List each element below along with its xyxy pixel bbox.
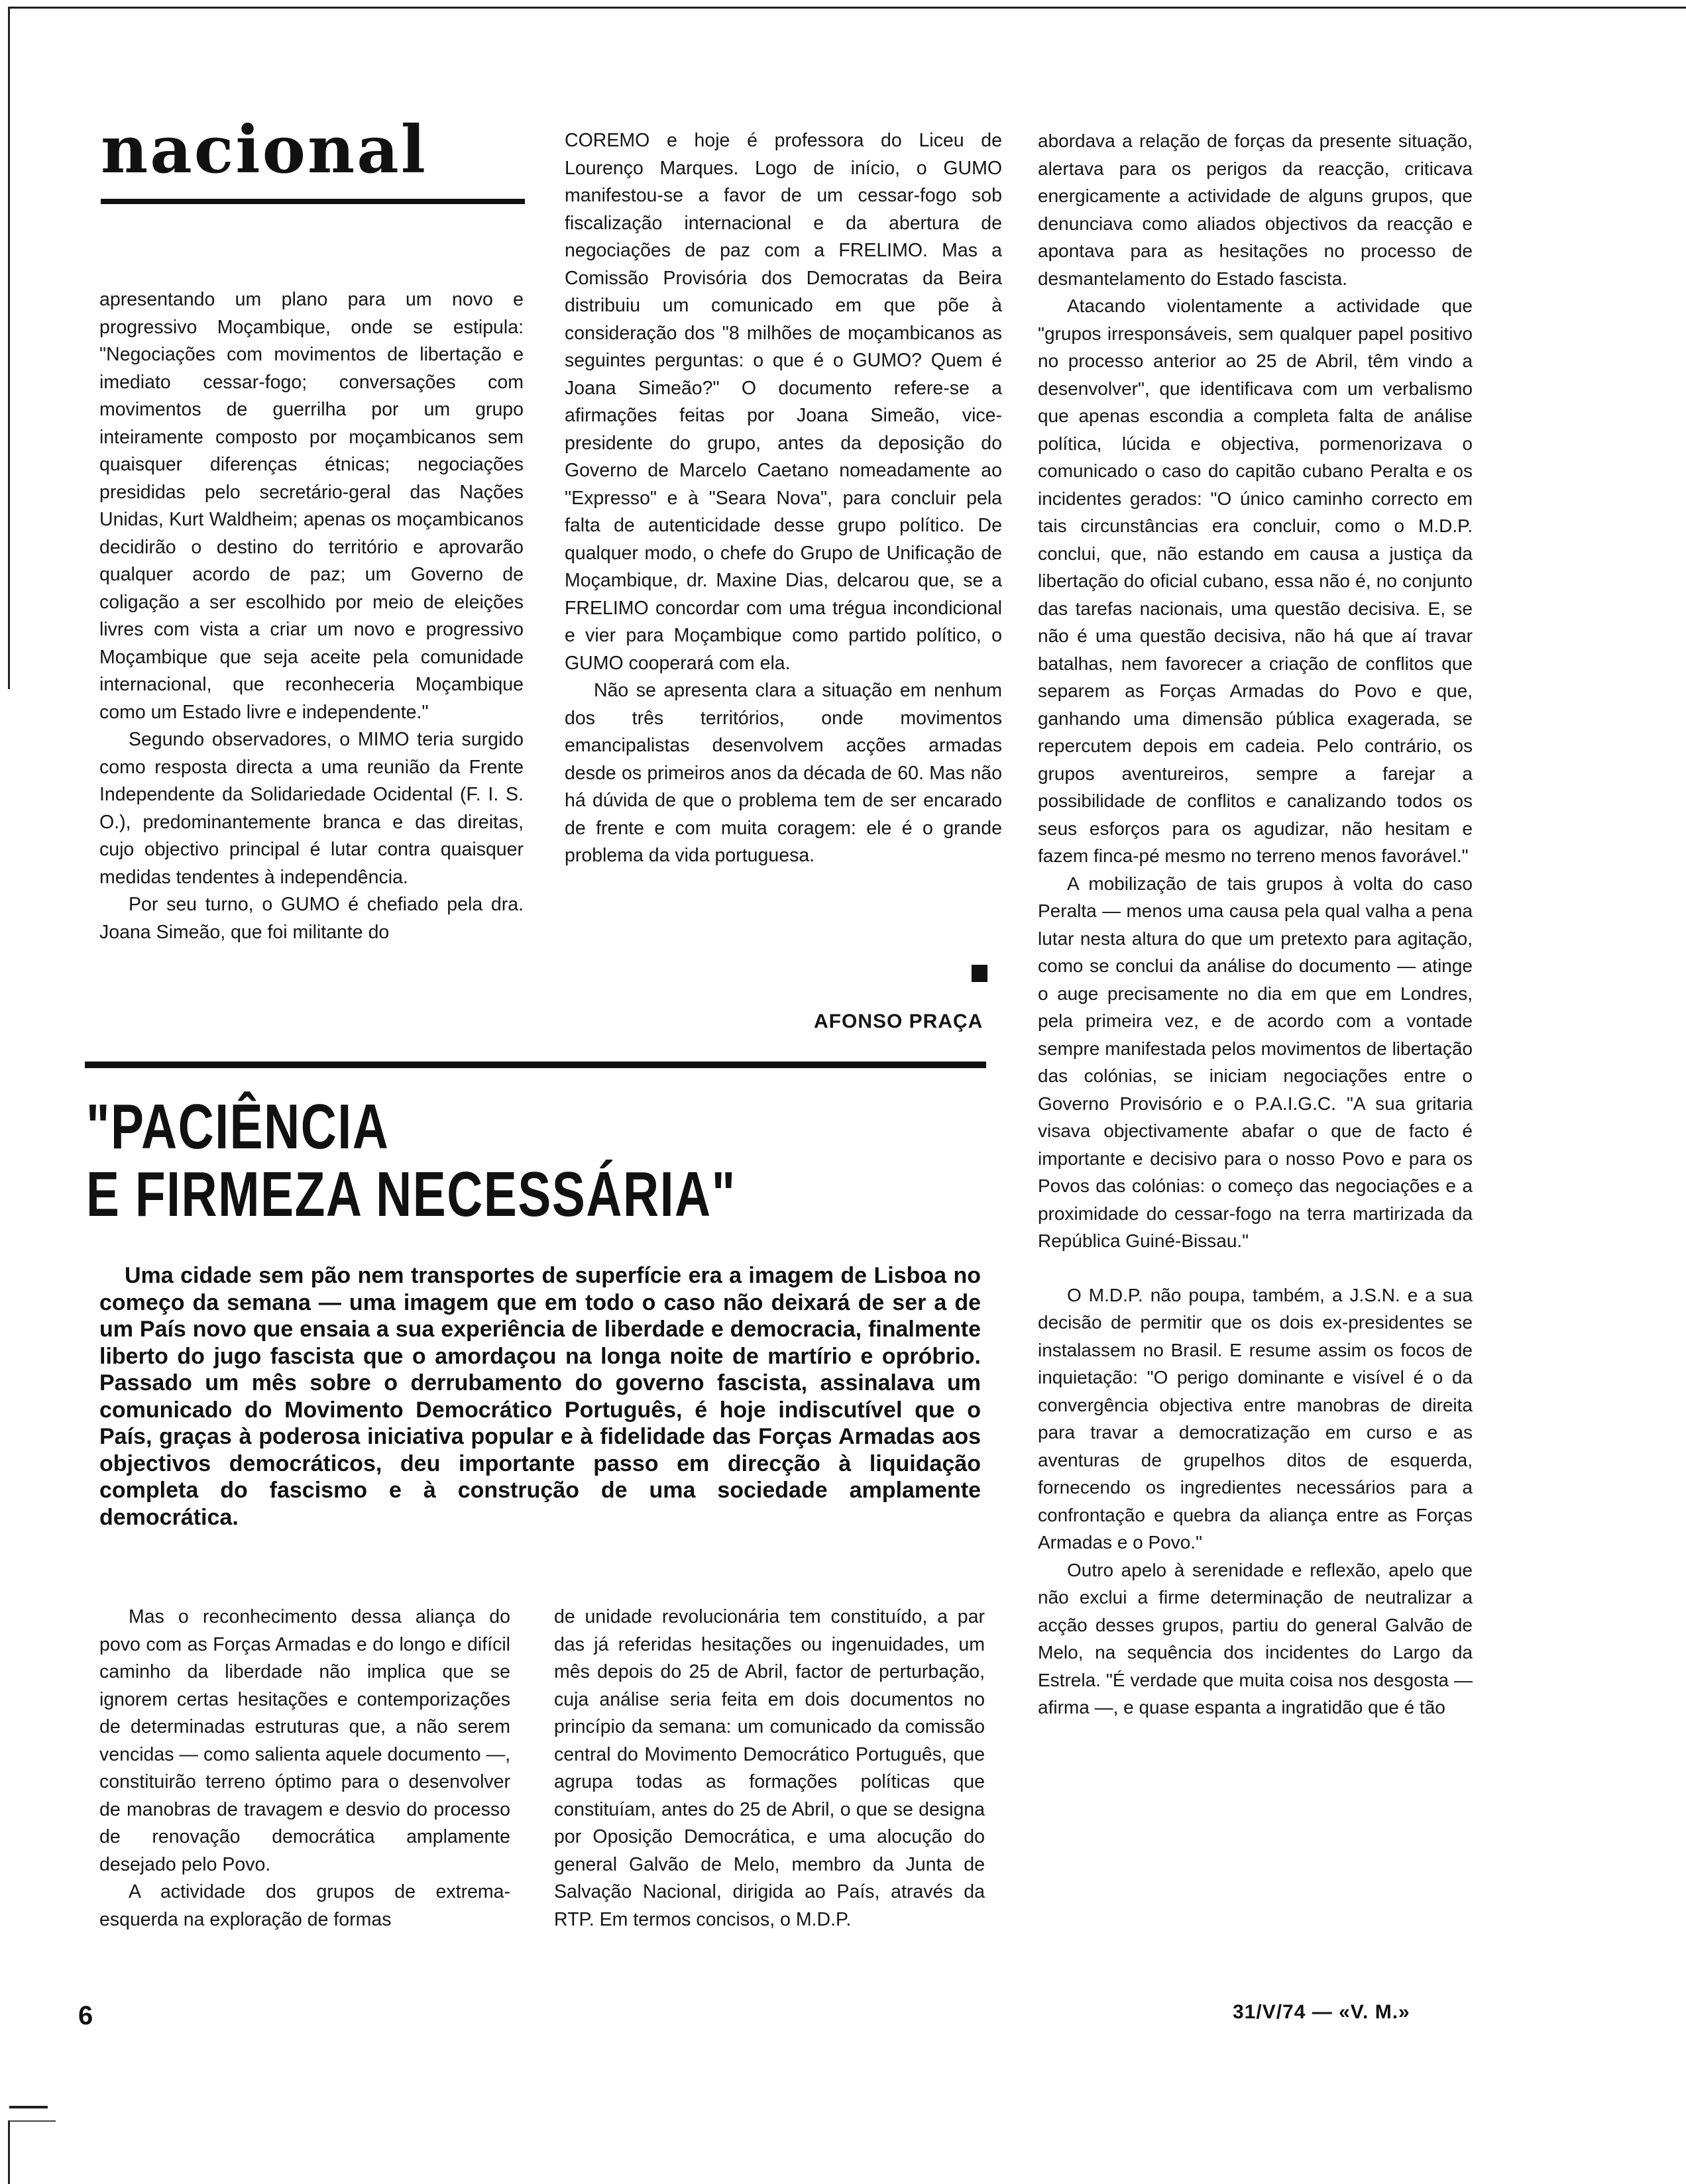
article1-column-1 xyxy=(99,286,524,946)
paragraph: COREMO e hoje é professora do Liceu de Lourenço Marques. Logo de início, o GUMO manifestou-se a favor de um cessar-fogo sob fiscalização internacional e da abertura de negociações de paz com a FRELIMO. Mas a Comissão Provisória dos Democratas da Beira distribuiu um comunicado em que põe à consideração dos "8 milhões de moçambicanos as seguintes perguntas: o que é o GUMO? Quem é Joana Simeão?" O documento refere-se a afirmações feitas por Joana Simeão, vice-presidente do grupo, antes da deposição do Governo de Marcelo Caetano nomeadamente ao "Expresso" e à "Seara Nova", para concluir pela falta de autenticidade desse grupo político. De qualquer modo, o chefe do Grupo de Unificação de Moçambique, dr. Maxine Dias, delcarou que, se a FRELIMO concordar com uma trégua incondicional e vier para Moçambique como partido político, o GUMO cooperará com ela. xyxy=(565,130,1002,674)
paragraph: Não se apresenta clara a situação em nenhum dos três territórios, onde movimentos emancipalistas desenvolvem acções armadas desde os primeiros anos da década de 60. Mas não há dúvida de que o problema tem de ser encarado de frente e com muita coragem: ele é o grande problema da vida portuguesa. xyxy=(565,680,1002,866)
paragraph: Atacando violentamente a actividade que "grupos irresponsáveis, sem qualquer papel positivo no processo anterior ao 25 de Abril, têm vindo a desenvolver", que identificava com um verbalismo que apenas escondia a completa falta de análise política, lúcida e objectiva, pormenorizava o comunicado o caso do capitão cubano Peralta e os incidentes gerados: "O único caminho correcto em tais circunstâncias era concluir, como o M.D.P. conclui, que, não estando em causa a justiça da libertação do oficial cubano, essa não é, no conjunto das tarefas nacionais, uma questão decisiva. E, se não é uma questão decisiva, não há que aí travar batalhas, nem favorecer a criação de conflitos que separem as Forças Armadas do Povo e que, ganhando uma dimensão pública exagerada, se repercutem depois em cadeia. Pelo contrário, os grupos aventureiros, sempre a farejar a possibilidade de conflitos e canalizando todos os seus esforços para os agudizar, não hesitam e fazem finca-pé mesmo no terreno menos favorável." xyxy=(1038,296,1473,866)
paragraph: A mobilização de tais grupos à volta do caso Peralta — menos uma causa pela qual valha a pena lutar nesta altura do que um pretexto para agitação, como se conclui da análise do documento — atinge o auge precisamente no dia em que em Londres, pela primeira vez, e de acordo com a vontade sempre manifestada pelos movimentos de libertação das colónias, se iniciam negociações entre o Governo Provisório e o P.A.I.G.C. "A sua gritaria visava objectivamente abafar o que de facto é importante e decisivo para o nosso Povo e para os Povos das colónias: o começo das negociações e a proximidade do cessar-fogo na terra martirizada da República Guiné-Bissau." xyxy=(1038,873,1473,1251)
end-of-article-mark xyxy=(972,965,987,982)
crop-mark xyxy=(9,2106,48,2108)
section-label: nacional xyxy=(101,112,427,188)
headline-line-2: E FIRMEZA NECESSÁRIA" xyxy=(86,1159,736,1230)
page-left-rule xyxy=(8,7,10,689)
paragraph: Mas o reconhecimento dessa aliança do povo com as Forças Armadas e do longo e difícil caminho da liberdade não implica que se ignorem certas hesitações e contemporizações de determinadas estruturas que, a não serem vencidas — como salienta aquele documento —, constituirão terreno óptimo para o desenvolver de manobras de travagem e desvio do processo de renovação democrática amplamente desejado pelo Povo. xyxy=(99,1606,510,1875)
article1-column-2 xyxy=(565,127,1002,870)
headline-line-1: "PACIÊNCIA xyxy=(86,1091,390,1162)
lead-paragraph xyxy=(99,1262,981,1531)
page-top-rule xyxy=(9,7,1686,9)
crop-mark xyxy=(8,2120,10,2184)
paragraph: O M.D.P. não poupa, também, a J.S.N. e a sua decisão de permitir que os dois ex-presidentes se instalassem no Brasil. E resume assim os focos de inquietação: "O perigo dominante e visível é o da convergência objectiva entre manobras de direita para travar a democratização em curso e as aventuras de grupelhos ditos de esquerda, fornecendo os ingredientes necessários para a confrontação e quebra da aliança entre as Forças Armadas e o Povo." xyxy=(1038,1284,1473,1553)
issue-date: 31/V/74 — «V. M.» xyxy=(1233,2001,1410,2023)
article2-column-2 xyxy=(554,1604,985,1934)
paragraph: A actividade dos grupos de extrema-esquerda na exploração de formas xyxy=(99,1881,510,1930)
headline-rule xyxy=(85,1062,986,1068)
paragraph: apresentando um plano para um novo e progressivo Moçambique, onde se estipula: "Negociações com movimentos de libertação e imediato cessar-fogo; conversações com movimentos de guerrilha por um grupo inteiramente composto por moçambicanos sem quaisquer diferenças étnicas; negociações presididas pelo secretário-geral das Nações Unidas, Kurt Waldheim; apenas os moçambicanos decidirão o destino do território e aprovarão qualquer acordo de paz; um Governo de coligação a ser escolhido por meio de eleições livres com vista a criar um novo e progressivo Moçambique que seja aceite pela comunidade internacional, que reconheceria Moçambique como um Estado livre e independente." xyxy=(99,289,524,723)
paragraph: Por seu turno, o GUMO é chefiado pela dra. Joana Simeão, que foi militante do xyxy=(99,894,524,943)
byline: AFONSO PRAÇA xyxy=(814,1010,984,1032)
page-number: 6 xyxy=(78,2001,93,2030)
article2-column-3 xyxy=(1038,127,1473,1721)
paragraph: Outro apelo à serenidade e reflexão, apelo que não exclui a firme determinação de neutralizar a acção desses grupos, partiu do general Galvão de Melo, na sequência dos incidentes do Largo da Estrela. "É verdade que muita coisa nos desgosta — afirma —, e quase espanta a ingratidão que é tão xyxy=(1038,1559,1473,1718)
paragraph: abordava a relação de forças da presente situação, alertava para os perigos da reacção, criticava energicamente a actividade de alguns grupos, que denunciava como aliados objectivos da reacção e apontava para as hesitações no processo de desmantelamento do Estado fascista. xyxy=(1038,131,1473,289)
lead-text: Uma cidade sem pão nem transportes de superfície era a imagem de Lisboa no começo da semana — uma imagem que em todo o caso não deixará de ser a de um País novo que ensaia a sua experiência de liberdade e democracia, finalmente liberto do jugo fascista que o amordaçou na longa noite de martírio e opróbrio. Passado um mês sobre o derrubamento do governo fascista, assinalava um comunicado do Movimento Democrático Português, é hoje indiscutível que o País, graças à poderosa iniciativa popular e à fidelidade das Forças Armadas aos objectivos democráticos, deu importante passo em direcção à liquidação completa do fascismo e à construção de uma sociedade amplamente democrática. xyxy=(99,1263,981,1530)
paragraph: Segundo observadores, o MIMO teria surgido como resposta directa a uma reunião da Frente Independente da Solidariedade Ocidental (F. I. S. O.), predominantemente branca e das direitas, cujo objectivo principal é lutar contra quaisquer medidas tendentes à independência. xyxy=(99,729,524,888)
crop-mark xyxy=(9,2120,56,2122)
article2-column-1 xyxy=(99,1604,510,1934)
headline xyxy=(86,1093,736,1228)
section-rule xyxy=(101,199,525,204)
paragraph: de unidade revolucionária tem constituído, a par das já referidas hesitações ou ingenuidades, um mês depois do 25 de Abril, factor de perturbação, cuja análise seria feita em dois documentos no princípio da semana: um comunicado da comissão central do Movimento Democrático Português, que agrupa todas as formações políticas que constituíam, antes do 25 de Abril, o que se designa por Oposição Democrática, e uma alocução do general Galvão de Melo, membro da Junta de Salvação Nacional, dirigida ao País, através da RTP. Em termos concisos, o M.D.P. xyxy=(554,1606,985,1930)
